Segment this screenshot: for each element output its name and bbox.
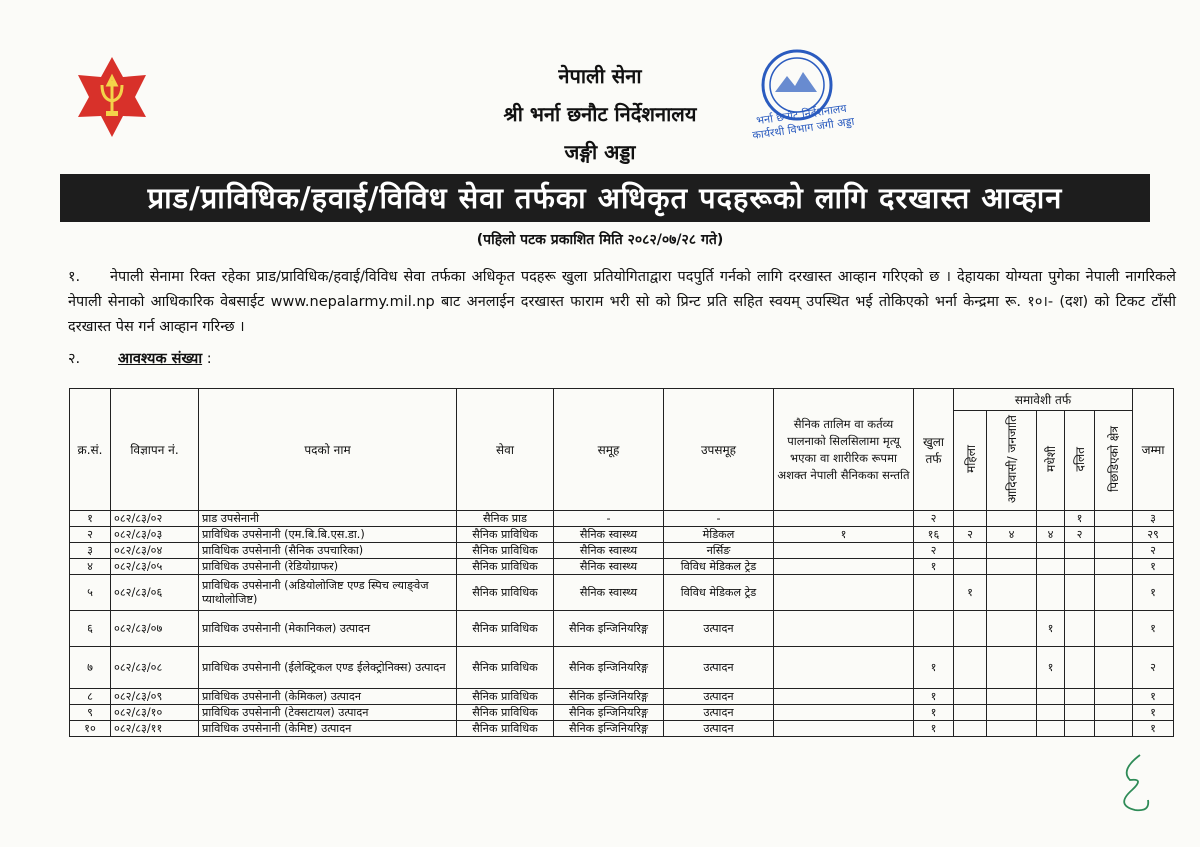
cell-martyr <box>774 705 914 721</box>
intro-paragraph <box>68 265 1176 340</box>
table-row <box>70 647 1174 689</box>
cell-subgroup: उत्पादन <box>664 689 774 705</box>
cell-adv: ०८२/८३/०२ <box>111 511 199 527</box>
para-text: नेपाली सेनामा रिक्त रहेका प्राड/प्राविधिक/हवाई/विविध सेवा तर्फका अधिकृत पदहरू खुला प्रतियोगिताद्वारा पदपुर्ति गर्नको लागि दरखास्त आव्हान गरिएको छ । देहायका योग्यता पुगेका नेपाली नागरिकले नेपाली सेनाको आधिकारिक वेबसाईट www.nepalarmy.mil.np बाट अनलाईन दरखास्त फाराम भरी सो को प्रिन्ट प्रति सहित स्वयम् उपस्थित भई तोकिएको भर्ना केन्द्रमा रू. १०।- (दश) को टिकट टाँसी दरखास्त पेस गर्न आव्हान गरिन्छ । <box>68 269 1176 335</box>
cell-backward <box>1095 721 1133 737</box>
cell-service: सैनिक प्राविधिक <box>457 611 554 647</box>
cell-open: १६ <box>914 527 954 543</box>
cell-group: - <box>554 511 664 527</box>
cell-backward <box>1095 511 1133 527</box>
cell-dalit <box>1065 575 1095 611</box>
cell-post: प्राविधिक उपसेनानी (केमिष्ट) उत्पादन <box>199 721 457 737</box>
cell-women <box>954 721 987 737</box>
cell-backward <box>1095 647 1133 689</box>
cell-martyr <box>774 689 914 705</box>
cell-open: १ <box>914 721 954 737</box>
cell-janajati <box>987 575 1037 611</box>
directorate-name: श्री भर्ना छनौट निर्देशनालय <box>503 102 697 126</box>
cell-dalit <box>1065 559 1095 575</box>
cell-janajati <box>987 543 1037 559</box>
cell-open: २ <box>914 511 954 527</box>
cell-madhesi <box>1037 705 1065 721</box>
cell-women <box>954 611 987 647</box>
cell-group: सैनिक इन्जिनियरिङ्ग <box>554 611 664 647</box>
cell-open: १ <box>914 705 954 721</box>
cell-open <box>914 611 954 647</box>
cell-group: सैनिक इन्जिनियरिङ्ग <box>554 705 664 721</box>
cell-post: प्राविधिक उपसेनानी (एम.बि.बि.एस.डा.) <box>199 527 457 543</box>
col-sn: क्र.सं. <box>70 389 111 511</box>
cell-adv: ०८२/८३/०७ <box>111 611 199 647</box>
cell-madhesi <box>1037 721 1065 737</box>
col-post: पदको नाम <box>199 389 457 511</box>
office-location: जङ्गी अड्डा <box>564 140 636 164</box>
cell-martyr <box>774 559 914 575</box>
cell-sn: ८ <box>70 689 111 705</box>
stamp-text: भर्ना छनौट निर्देशनालय कार्यरथी विभाग जंगी अड्डा <box>751 101 856 143</box>
cell-janajati <box>987 611 1037 647</box>
cell-group: सैनिक इन्जिनियरिङ्ग <box>554 689 664 705</box>
cell-service: सैनिक प्राविधिक <box>457 527 554 543</box>
cell-subgroup: विविध मेडिकल ट्रेड <box>664 575 774 611</box>
cell-group: सैनिक स्वास्थ्य <box>554 543 664 559</box>
cell-women: १ <box>954 575 987 611</box>
cell-dalit: २ <box>1065 527 1095 543</box>
col-adv: विज्ञापन नं. <box>111 389 199 511</box>
cell-madhesi <box>1037 559 1065 575</box>
table-row <box>70 721 1174 737</box>
table-row <box>70 705 1174 721</box>
col-janajati <box>987 411 1037 511</box>
cell-subgroup: उत्पादन <box>664 705 774 721</box>
table-row <box>70 689 1174 705</box>
cell-dalit <box>1065 721 1095 737</box>
cell-sn: ५ <box>70 575 111 611</box>
cell-women <box>954 543 987 559</box>
cell-sn: ४ <box>70 559 111 575</box>
vacancy-table <box>69 388 1174 737</box>
cell-sn: ३ <box>70 543 111 559</box>
cell-dalit <box>1065 689 1095 705</box>
cell-service: सैनिक प्राविधिक <box>457 705 554 721</box>
cell-service: सैनिक प्राविधिक <box>457 543 554 559</box>
cell-open <box>914 575 954 611</box>
cell-women: २ <box>954 527 987 543</box>
cell-group: सैनिक स्वास्थ्य <box>554 559 664 575</box>
col-open: खुला तर्फ <box>914 389 954 511</box>
cell-martyr: १ <box>774 527 914 543</box>
cell-total: १ <box>1133 689 1174 705</box>
cell-women <box>954 559 987 575</box>
cell-backward <box>1095 575 1133 611</box>
table-row <box>70 559 1174 575</box>
cell-adv: ०८२/८३/०६ <box>111 575 199 611</box>
cell-total: १ <box>1133 559 1174 575</box>
cell-adv: ०८२/८३/०५ <box>111 559 199 575</box>
cell-group: सैनिक स्वास्थ्य <box>554 575 664 611</box>
cell-madhesi: १ <box>1037 647 1065 689</box>
cell-post: प्राविधिक उपसेनानी (मेकानिकल) उत्पादन <box>199 611 457 647</box>
cell-janajati <box>987 647 1037 689</box>
col-women <box>954 411 987 511</box>
cell-dalit <box>1065 611 1095 647</box>
cell-women <box>954 647 987 689</box>
cell-adv: ०८२/८३/०९ <box>111 689 199 705</box>
col-service: सेवा <box>457 389 554 511</box>
cell-post: प्राड उपसेनानी <box>199 511 457 527</box>
col-janajati-label: आदिवासी/ जनजाति <box>1005 414 1019 504</box>
cell-janajati <box>987 705 1037 721</box>
cell-janajati <box>987 721 1037 737</box>
cell-janajati <box>987 511 1037 527</box>
section-heading <box>68 348 212 368</box>
cell-dalit <box>1065 543 1095 559</box>
cell-open: १ <box>914 689 954 705</box>
cell-total: १ <box>1133 721 1174 737</box>
cell-madhesi: ४ <box>1037 527 1065 543</box>
col-madhesi-label: मधेशी <box>1044 446 1058 472</box>
cell-martyr <box>774 721 914 737</box>
cell-madhesi <box>1037 689 1065 705</box>
cell-subgroup: उत्पादन <box>664 647 774 689</box>
cell-martyr <box>774 611 914 647</box>
table-row <box>70 611 1174 647</box>
cell-dalit <box>1065 647 1095 689</box>
cell-subgroup: उत्पादन <box>664 611 774 647</box>
cell-total: ३ <box>1133 511 1174 527</box>
cell-group: सैनिक स्वास्थ्य <box>554 527 664 543</box>
cell-backward <box>1095 705 1133 721</box>
cell-total: १ <box>1133 575 1174 611</box>
cell-women <box>954 511 987 527</box>
cell-martyr <box>774 511 914 527</box>
cell-post: प्राविधिक उपसेनानी (ईलेक्ट्रिकल एण्ड ईलेक्ट्रोनिक्स) उत्पादन <box>199 647 457 689</box>
cell-backward <box>1095 689 1133 705</box>
cell-sn: २ <box>70 527 111 543</box>
cell-total: १ <box>1133 611 1174 647</box>
cell-sn: ६ <box>70 611 111 647</box>
cell-subgroup: विविध मेडिकल ट्रेड <box>664 559 774 575</box>
org-name: नेपाली सेना <box>558 64 642 88</box>
cell-sn: ७ <box>70 647 111 689</box>
cell-total: १ <box>1133 705 1174 721</box>
col-group: समूह <box>554 389 664 511</box>
signature-icon <box>1110 750 1160 820</box>
cell-service: सैनिक प्राड <box>457 511 554 527</box>
cell-janajati: ४ <box>987 527 1037 543</box>
table-row <box>70 575 1174 611</box>
cell-sn: ९ <box>70 705 111 721</box>
section-colon: : <box>206 351 212 367</box>
cell-backward <box>1095 543 1133 559</box>
col-subgroup: उपसमूह <box>664 389 774 511</box>
cell-adv: ०८२/८३/०८ <box>111 647 199 689</box>
col-backward-label: पिछडिएको क्षेत्र <box>1107 426 1122 492</box>
cell-group: सैनिक इन्जिनियरिङ्ग <box>554 721 664 737</box>
cell-post: प्राविधिक उपसेनानी (अडियोलोजिष्ट एण्ड स्पिच ल्याङ्वेज प्याथोलोजिष्ट) <box>199 575 457 611</box>
cell-subgroup: नर्सिङ <box>664 543 774 559</box>
col-women-label: महिला <box>963 445 978 473</box>
para-number: १. <box>68 269 81 285</box>
cell-sn: १० <box>70 721 111 737</box>
cell-open: २ <box>914 543 954 559</box>
cell-madhesi <box>1037 575 1065 611</box>
cell-post: प्राविधिक उपसेनानी (केमिकल) उत्पादन <box>199 689 457 705</box>
section-number: २. <box>68 351 81 367</box>
cell-martyr <box>774 575 914 611</box>
cell-service: सैनिक प्राविधिक <box>457 575 554 611</box>
cell-open: १ <box>914 559 954 575</box>
cell-backward <box>1095 559 1133 575</box>
table-row <box>70 511 1174 527</box>
cell-adv: ०८२/८३/११ <box>111 721 199 737</box>
page-title: प्राड/प्राविधिक/हवाई/विविध सेवा तर्फका अधिकृत पदहरूको लागि दरखास्त आव्हान <box>60 174 1150 222</box>
cell-post: प्राविधिक उपसेनानी (टेक्सटायल) उत्पादन <box>199 705 457 721</box>
col-martyr: सैनिक तालिम वा कर्तव्य पालनाको सिलसिलामा मृत्यू भएका वा शारीरिक रूपमा अशक्त नेपाली सैनिकका सन्तति <box>774 389 914 511</box>
cell-adv: ०८२/८३/०४ <box>111 543 199 559</box>
cell-backward <box>1095 527 1133 543</box>
cell-janajati <box>987 559 1037 575</box>
col-dalit-label: दलित <box>1073 446 1087 472</box>
table-row <box>70 543 1174 559</box>
cell-women <box>954 689 987 705</box>
cell-madhesi <box>1037 543 1065 559</box>
col-inclusive: समावेशी तर्फ <box>954 389 1133 411</box>
cell-subgroup: उत्पादन <box>664 721 774 737</box>
table-row <box>70 527 1174 543</box>
cell-backward <box>1095 611 1133 647</box>
cell-total: २९ <box>1133 527 1174 543</box>
cell-sn: १ <box>70 511 111 527</box>
cell-dalit: १ <box>1065 511 1095 527</box>
cell-open: १ <box>914 647 954 689</box>
cell-martyr <box>774 543 914 559</box>
cell-service: सैनिक प्राविधिक <box>457 689 554 705</box>
cell-post: प्राविधिक उपसेनानी (सैनिक उपचारिका) <box>199 543 457 559</box>
cell-adv: ०८२/८३/०३ <box>111 527 199 543</box>
col-total: जम्मा <box>1133 389 1174 511</box>
cell-martyr <box>774 647 914 689</box>
cell-adv: ०८२/८३/१० <box>111 705 199 721</box>
col-dalit <box>1065 411 1095 511</box>
cell-post: प्राविधिक उपसेनानी (रेडियोग्राफर) <box>199 559 457 575</box>
section-label: आवश्यक संख्या <box>118 351 203 367</box>
cell-madhesi <box>1037 511 1065 527</box>
publish-date: (पहिलो पटक प्रकाशित मिति २०८२/०७/२८ गते) <box>476 232 724 248</box>
cell-service: सैनिक प्राविधिक <box>457 721 554 737</box>
cell-total: २ <box>1133 543 1174 559</box>
cell-dalit <box>1065 705 1095 721</box>
cell-janajati <box>987 689 1037 705</box>
cell-service: सैनिक प्राविधिक <box>457 559 554 575</box>
cell-subgroup: - <box>664 511 774 527</box>
cell-subgroup: मेडिकल <box>664 527 774 543</box>
cell-group: सैनिक इन्जिनियरिङ्ग <box>554 647 664 689</box>
cell-women <box>954 705 987 721</box>
cell-total: २ <box>1133 647 1174 689</box>
cell-service: सैनिक प्राविधिक <box>457 647 554 689</box>
col-madhesi <box>1037 411 1065 511</box>
col-backward <box>1095 411 1133 511</box>
cell-madhesi: १ <box>1037 611 1065 647</box>
